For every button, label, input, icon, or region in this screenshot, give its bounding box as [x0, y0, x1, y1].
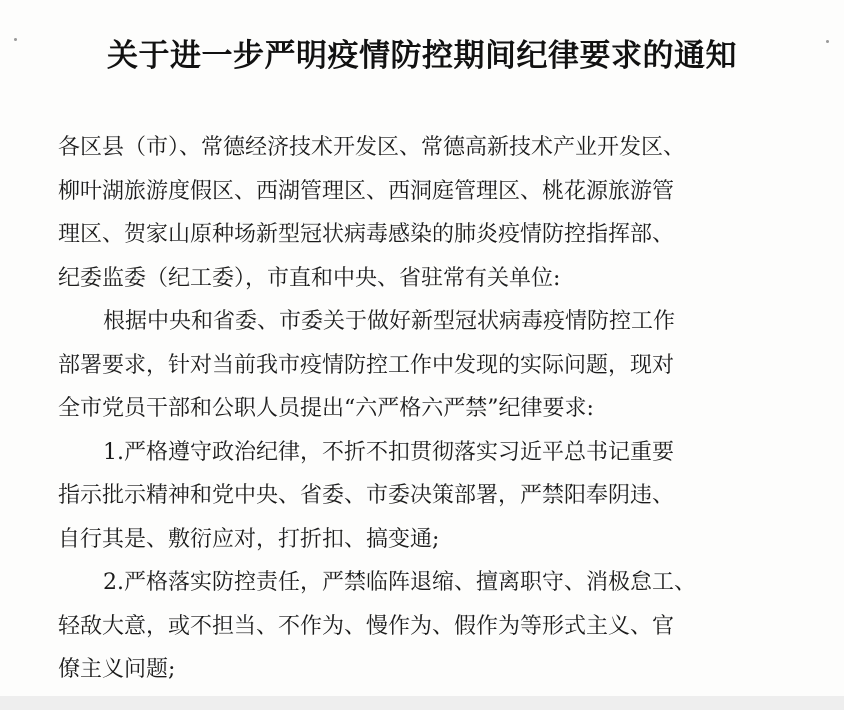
body-line-item1-3: 自行其是、敷衍应对，打折扣、搞变通; — [58, 526, 440, 552]
body-line-intro-1: 根据中央和省委、市委关于做好新型冠状病毒疫情防控工作 — [103, 309, 676, 334]
body-line-item1-1: 1.严格遵守政治纪律，不折不扣贯彻落实习近平总书记重要 — [103, 439, 674, 465]
body-line-item1-2: 指示批示精神和党中央、省委、市委决策部署，严禁阳奉阴违、 — [58, 483, 675, 508]
body-line-intro-3: 全市党员干部和公职人员提出“六严格六严禁”纪律要求: — [58, 396, 594, 421]
body-line-addressees-2: 柳叶湖旅游度假区、西湖管理区、西洞庭管理区、桃花源旅游管 — [58, 178, 675, 204]
body-line-addressees-1: 各区县（市）、常德经济技术开发区、常德高新技术产业开发区、 — [58, 135, 686, 160]
body-line-item2-1: 2.严格落实防控责任，严禁临阵退缩、擅离职守、消极怠工、 — [103, 570, 696, 595]
document-title: 关于进一步严明疫情防控期间纪律要求的通知 — [107, 38, 737, 74]
body-line-item2-2: 轻敌大意，或不担当、不作为、慢作为、假作为等形式主义、官 — [58, 613, 675, 639]
body-line-intro-2: 部署要求，针对当前我市疫情防控工作中发现的实际问题，现对 — [58, 352, 675, 378]
body-line-item2-3: 僚主义问题; — [58, 657, 176, 682]
body-line-addressees-4: 纪委监委（纪工委），市直和中央、省驻常有关单位: — [58, 265, 561, 291]
document-body — [58, 126, 818, 692]
body-line-addressees-3: 理区、贺家山原种场新型冠状病毒感染的肺炎疫情防控指挥部、 — [58, 222, 675, 247]
bottom-edge-shade — [0, 696, 844, 710]
